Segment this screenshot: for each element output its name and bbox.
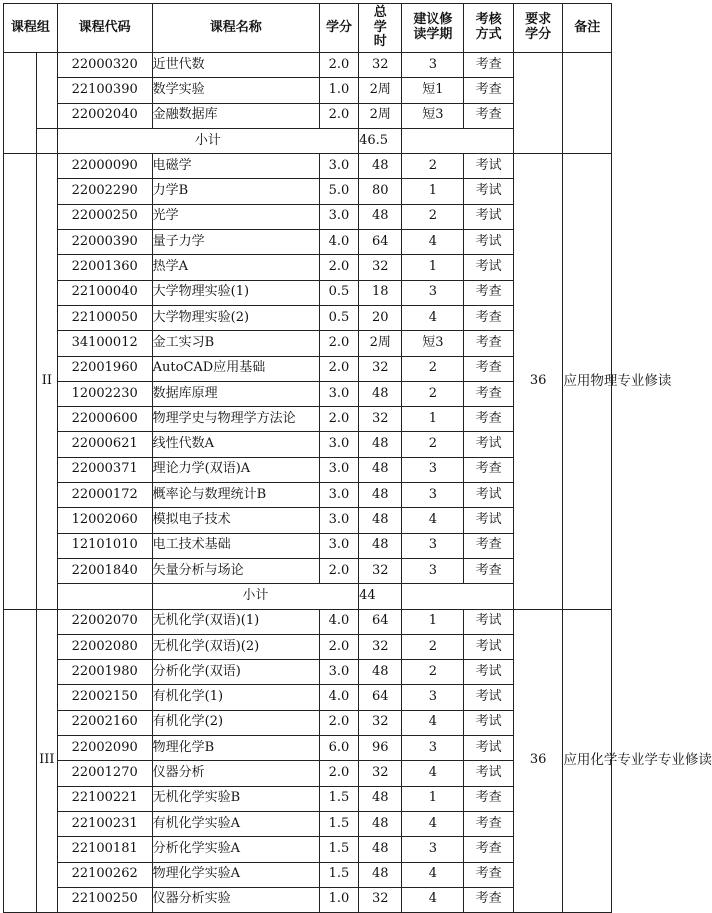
term-cell: 短1 <box>402 78 464 103</box>
credit-cell: 1.5 <box>319 811 358 836</box>
empty-cell <box>402 584 513 609</box>
credit-cell: 2.0 <box>319 103 358 128</box>
header-exam: 考核方式 <box>464 4 514 53</box>
course-name-cell: 仪器分析 <box>152 761 319 786</box>
exam-cell: 考试 <box>464 179 514 204</box>
exam-cell: 考查 <box>464 78 514 103</box>
course-code-cell: 22100221 <box>57 786 152 811</box>
course-name-cell: 物理化学B <box>152 736 319 761</box>
exam-cell: 考试 <box>464 609 514 634</box>
exam-cell: 考查 <box>464 305 514 330</box>
term-cell: 3 <box>402 685 464 710</box>
course-name-cell: 物理学史与物理学方法论 <box>152 407 319 432</box>
credit-cell: 1.5 <box>319 837 358 862</box>
course-code-cell: 22000090 <box>57 154 152 179</box>
term-cell: 2 <box>402 154 464 179</box>
hours-cell: 32 <box>359 356 402 381</box>
credit-cell: 2.0 <box>319 255 358 280</box>
header-note: 备注 <box>563 4 612 53</box>
term-cell: 2 <box>402 356 464 381</box>
course-name-cell: 热学A <box>152 255 319 280</box>
exam-cell: 考试 <box>464 508 514 533</box>
course-code-cell: 22001840 <box>57 558 152 583</box>
course-name-cell: 有机化学(2) <box>152 710 319 735</box>
course-name-cell: 矢量分析与场论 <box>152 558 319 583</box>
subgroup-cell <box>37 128 58 153</box>
exam-cell: 考查 <box>464 837 514 862</box>
course-code-cell: 22100050 <box>57 305 152 330</box>
term-cell: 1 <box>402 255 464 280</box>
course-code-cell: 22002040 <box>57 103 152 128</box>
course-name-cell: 仪器分析实验 <box>152 887 319 912</box>
credit-cell: 2.0 <box>319 331 358 356</box>
credit-cell: 4.0 <box>319 609 358 634</box>
term-cell: 1 <box>402 609 464 634</box>
course-code-cell: 22100390 <box>57 78 152 103</box>
course-code-cell: 22000320 <box>57 53 152 78</box>
exam-cell: 考试 <box>464 483 514 508</box>
course-name-cell: 近世代数 <box>152 53 319 78</box>
hours-cell: 32 <box>359 634 402 659</box>
credit-cell: 2.0 <box>319 356 358 381</box>
exam-cell: 考试 <box>464 660 514 685</box>
exam-cell: 考试 <box>464 230 514 255</box>
term-cell: 4 <box>402 811 464 836</box>
term-cell: 2 <box>402 660 464 685</box>
hours-cell: 18 <box>359 280 402 305</box>
credit-cell: 3.0 <box>319 483 358 508</box>
course-name-cell: 模拟电子技术 <box>152 508 319 533</box>
course-name-cell: 无机化学(双语)(1) <box>152 609 319 634</box>
note-cell: 应用物理专业修读 <box>563 154 612 609</box>
credit-cell: 3.0 <box>319 660 358 685</box>
exam-cell: 考试 <box>464 710 514 735</box>
credit-cell: 1.5 <box>319 786 358 811</box>
subtotal-row <box>4 128 612 153</box>
hours-cell: 96 <box>359 736 402 761</box>
note-cell: 应用化学专业学专业修读 <box>563 609 612 913</box>
exam-cell: 考试 <box>464 761 514 786</box>
table-row <box>4 154 612 179</box>
course-name-cell: 物理化学实验A <box>152 862 319 887</box>
term-cell: 3 <box>402 280 464 305</box>
subtotal-value-cell: 44 <box>359 584 402 609</box>
hours-cell: 48 <box>359 837 402 862</box>
credit-cell: 2.0 <box>319 558 358 583</box>
exam-cell: 考查 <box>464 811 514 836</box>
course-code-cell: 22000172 <box>57 483 152 508</box>
empty-cell <box>57 584 152 609</box>
course-code-cell: 34100012 <box>57 331 152 356</box>
term-cell: 4 <box>402 230 464 255</box>
term-cell: 1 <box>402 179 464 204</box>
hours-cell: 48 <box>359 786 402 811</box>
hours-cell: 2周 <box>359 78 402 103</box>
term-cell: 2 <box>402 381 464 406</box>
course-code-cell: 22000600 <box>57 407 152 432</box>
course-code-cell: 12101010 <box>57 533 152 558</box>
course-code-cell: 22002070 <box>57 609 152 634</box>
hours-cell: 20 <box>359 305 402 330</box>
credit-cell: 1.0 <box>319 887 358 912</box>
hours-cell: 32 <box>359 255 402 280</box>
credit-cell: 3.0 <box>319 204 358 229</box>
hours-cell: 48 <box>359 811 402 836</box>
credit-cell: 2.0 <box>319 761 358 786</box>
header-term: 建议修读学期 <box>402 4 464 53</box>
hours-cell: 32 <box>359 887 402 912</box>
hours-cell: 32 <box>359 761 402 786</box>
exam-cell: 考查 <box>464 786 514 811</box>
term-cell: 2 <box>402 432 464 457</box>
credit-cell: 0.5 <box>319 305 358 330</box>
credit-cell: 2.0 <box>319 710 358 735</box>
exam-cell: 考试 <box>464 685 514 710</box>
empty-cell <box>402 128 563 153</box>
header-group: 课程组 <box>4 4 58 53</box>
course-code-cell: 22100181 <box>57 837 152 862</box>
course-code-cell: 22000250 <box>57 204 152 229</box>
hours-cell: 48 <box>359 660 402 685</box>
hours-cell: 64 <box>359 609 402 634</box>
exam-cell: 考试 <box>464 432 514 457</box>
term-cell: 3 <box>402 533 464 558</box>
credit-cell: 4.0 <box>319 685 358 710</box>
credit-cell: 5.0 <box>319 179 358 204</box>
course-code-cell: 22000371 <box>57 457 152 482</box>
hours-cell: 32 <box>359 53 402 78</box>
exam-cell: 考查 <box>464 356 514 381</box>
credit-cell: 3.0 <box>319 154 358 179</box>
course-table <box>3 3 712 913</box>
course-code-cell: 22001360 <box>57 255 152 280</box>
group-cell <box>4 154 37 609</box>
course-name-cell: 有机化学(1) <box>152 685 319 710</box>
exam-cell: 考查 <box>464 53 514 78</box>
credit-cell: 3.0 <box>319 533 358 558</box>
term-cell: 4 <box>402 508 464 533</box>
term-cell: 2 <box>402 634 464 659</box>
hours-cell: 32 <box>359 710 402 735</box>
course-code-cell: 22002160 <box>57 710 152 735</box>
course-code-cell: 22002090 <box>57 736 152 761</box>
credit-cell: 3.0 <box>319 432 358 457</box>
exam-cell: 考查 <box>464 407 514 432</box>
credit-cell: 3.0 <box>319 508 358 533</box>
credit-cell: 2.0 <box>319 407 358 432</box>
term-cell: 3 <box>402 736 464 761</box>
credit-cell: 3.0 <box>319 457 358 482</box>
exam-cell: 考查 <box>464 103 514 128</box>
term-cell: 1 <box>402 407 464 432</box>
header-hours: 总学时 <box>359 4 402 53</box>
required-credit-cell: 36 <box>513 609 563 913</box>
term-cell: 3 <box>402 53 464 78</box>
header-required-credit: 要求学分 <box>513 4 563 53</box>
course-code-cell: 22001980 <box>57 660 152 685</box>
exam-cell: 考试 <box>464 154 514 179</box>
hours-cell: 64 <box>359 685 402 710</box>
group-label: II <box>37 154 58 609</box>
course-name-cell: 线性代数A <box>152 432 319 457</box>
credit-cell: 2.0 <box>319 634 358 659</box>
course-code-cell: 22100262 <box>57 862 152 887</box>
table-row <box>4 609 612 634</box>
course-name-cell: 量子力学 <box>152 230 319 255</box>
subtotal-label-cell: 小计 <box>57 128 358 153</box>
credit-cell: 2.0 <box>319 53 358 78</box>
table-row <box>4 53 612 78</box>
exam-cell: 考查 <box>464 533 514 558</box>
course-name-cell: 分析化学实验A <box>152 837 319 862</box>
course-name-cell: 无机化学实验B <box>152 786 319 811</box>
term-cell: 4 <box>402 887 464 912</box>
group-label: III <box>37 609 58 913</box>
header-credit: 学分 <box>319 4 358 53</box>
course-code-cell: 22000390 <box>57 230 152 255</box>
exam-cell: 考查 <box>464 457 514 482</box>
course-name-cell: AutoCAD应用基础 <box>152 356 319 381</box>
course-code-cell: 22000621 <box>57 432 152 457</box>
hours-cell: 48 <box>359 154 402 179</box>
credit-cell: 1.0 <box>319 78 358 103</box>
term-cell: 1 <box>402 786 464 811</box>
term-cell: 3 <box>402 837 464 862</box>
term-cell: 4 <box>402 761 464 786</box>
hours-cell: 48 <box>359 533 402 558</box>
hours-cell: 48 <box>359 457 402 482</box>
course-code-cell: 12002060 <box>57 508 152 533</box>
group-cell <box>4 53 37 154</box>
hours-cell: 48 <box>359 432 402 457</box>
course-name-cell: 大学物理实验(2) <box>152 305 319 330</box>
term-cell: 4 <box>402 862 464 887</box>
course-name-cell: 力学B <box>152 179 319 204</box>
exam-cell: 考试 <box>464 204 514 229</box>
course-code-cell: 22002080 <box>57 634 152 659</box>
hours-cell: 48 <box>359 862 402 887</box>
exam-cell: 考试 <box>464 255 514 280</box>
course-name-cell: 金融数据库 <box>152 103 319 128</box>
group-cell <box>4 609 37 913</box>
course-code-cell: 12002230 <box>57 381 152 406</box>
exam-cell: 考查 <box>464 887 514 912</box>
course-name-cell: 电工技术基础 <box>152 533 319 558</box>
hours-cell: 80 <box>359 179 402 204</box>
course-name-cell: 数据库原理 <box>152 381 319 406</box>
course-name-cell: 有机化学实验A <box>152 811 319 836</box>
credit-cell: 0.5 <box>319 280 358 305</box>
subtotal-value-cell: 46.5 <box>359 128 402 153</box>
term-cell: 3 <box>402 483 464 508</box>
term-cell: 短3 <box>402 103 464 128</box>
course-name-cell: 数学实验 <box>152 78 319 103</box>
exam-cell: 考查 <box>464 862 514 887</box>
course-code-cell: 22001960 <box>57 356 152 381</box>
course-code-cell: 22100040 <box>57 280 152 305</box>
course-name-cell: 无机化学(双语)(2) <box>152 634 319 659</box>
header-code: 课程代码 <box>57 4 152 53</box>
exam-cell: 考查 <box>464 331 514 356</box>
course-code-cell: 22100250 <box>57 887 152 912</box>
note-cell <box>563 53 612 154</box>
term-cell: 4 <box>402 305 464 330</box>
credit-cell: 4.0 <box>319 230 358 255</box>
hours-cell: 32 <box>359 558 402 583</box>
credit-cell: 6.0 <box>319 736 358 761</box>
table-header-row <box>4 4 612 53</box>
header-name: 课程名称 <box>152 4 319 53</box>
term-cell: 3 <box>402 558 464 583</box>
exam-cell: 考试 <box>464 736 514 761</box>
exam-cell: 考查 <box>464 381 514 406</box>
term-cell: 4 <box>402 710 464 735</box>
course-name-cell: 电磁学 <box>152 154 319 179</box>
term-cell: 3 <box>402 457 464 482</box>
hours-cell: 2周 <box>359 103 402 128</box>
credit-cell: 1.5 <box>319 862 358 887</box>
exam-cell: 考试 <box>464 634 514 659</box>
course-code-cell: 22100231 <box>57 811 152 836</box>
course-name-cell: 金工实习B <box>152 331 319 356</box>
term-cell: 短3 <box>402 331 464 356</box>
hours-cell: 2周 <box>359 331 402 356</box>
hours-cell: 48 <box>359 381 402 406</box>
term-cell: 2 <box>402 204 464 229</box>
subtotal-label-cell: 小计 <box>152 584 358 609</box>
hours-cell: 48 <box>359 204 402 229</box>
required-credit-cell: 36 <box>513 154 563 609</box>
course-code-cell: 22002290 <box>57 179 152 204</box>
course-name-cell: 理论力学(双语)A <box>152 457 319 482</box>
exam-cell: 考查 <box>464 280 514 305</box>
course-name-cell: 概率论与数理统计B <box>152 483 319 508</box>
course-name-cell: 分析化学(双语) <box>152 660 319 685</box>
credit-cell: 3.0 <box>319 381 358 406</box>
course-name-cell: 光学 <box>152 204 319 229</box>
hours-cell: 64 <box>359 230 402 255</box>
course-code-cell: 22002150 <box>57 685 152 710</box>
hours-cell: 48 <box>359 508 402 533</box>
exam-cell: 考查 <box>464 558 514 583</box>
course-name-cell: 大学物理实验(1) <box>152 280 319 305</box>
hours-cell: 48 <box>359 483 402 508</box>
subgroup-cell <box>37 53 58 129</box>
course-code-cell: 22001270 <box>57 761 152 786</box>
hours-cell: 32 <box>359 407 402 432</box>
